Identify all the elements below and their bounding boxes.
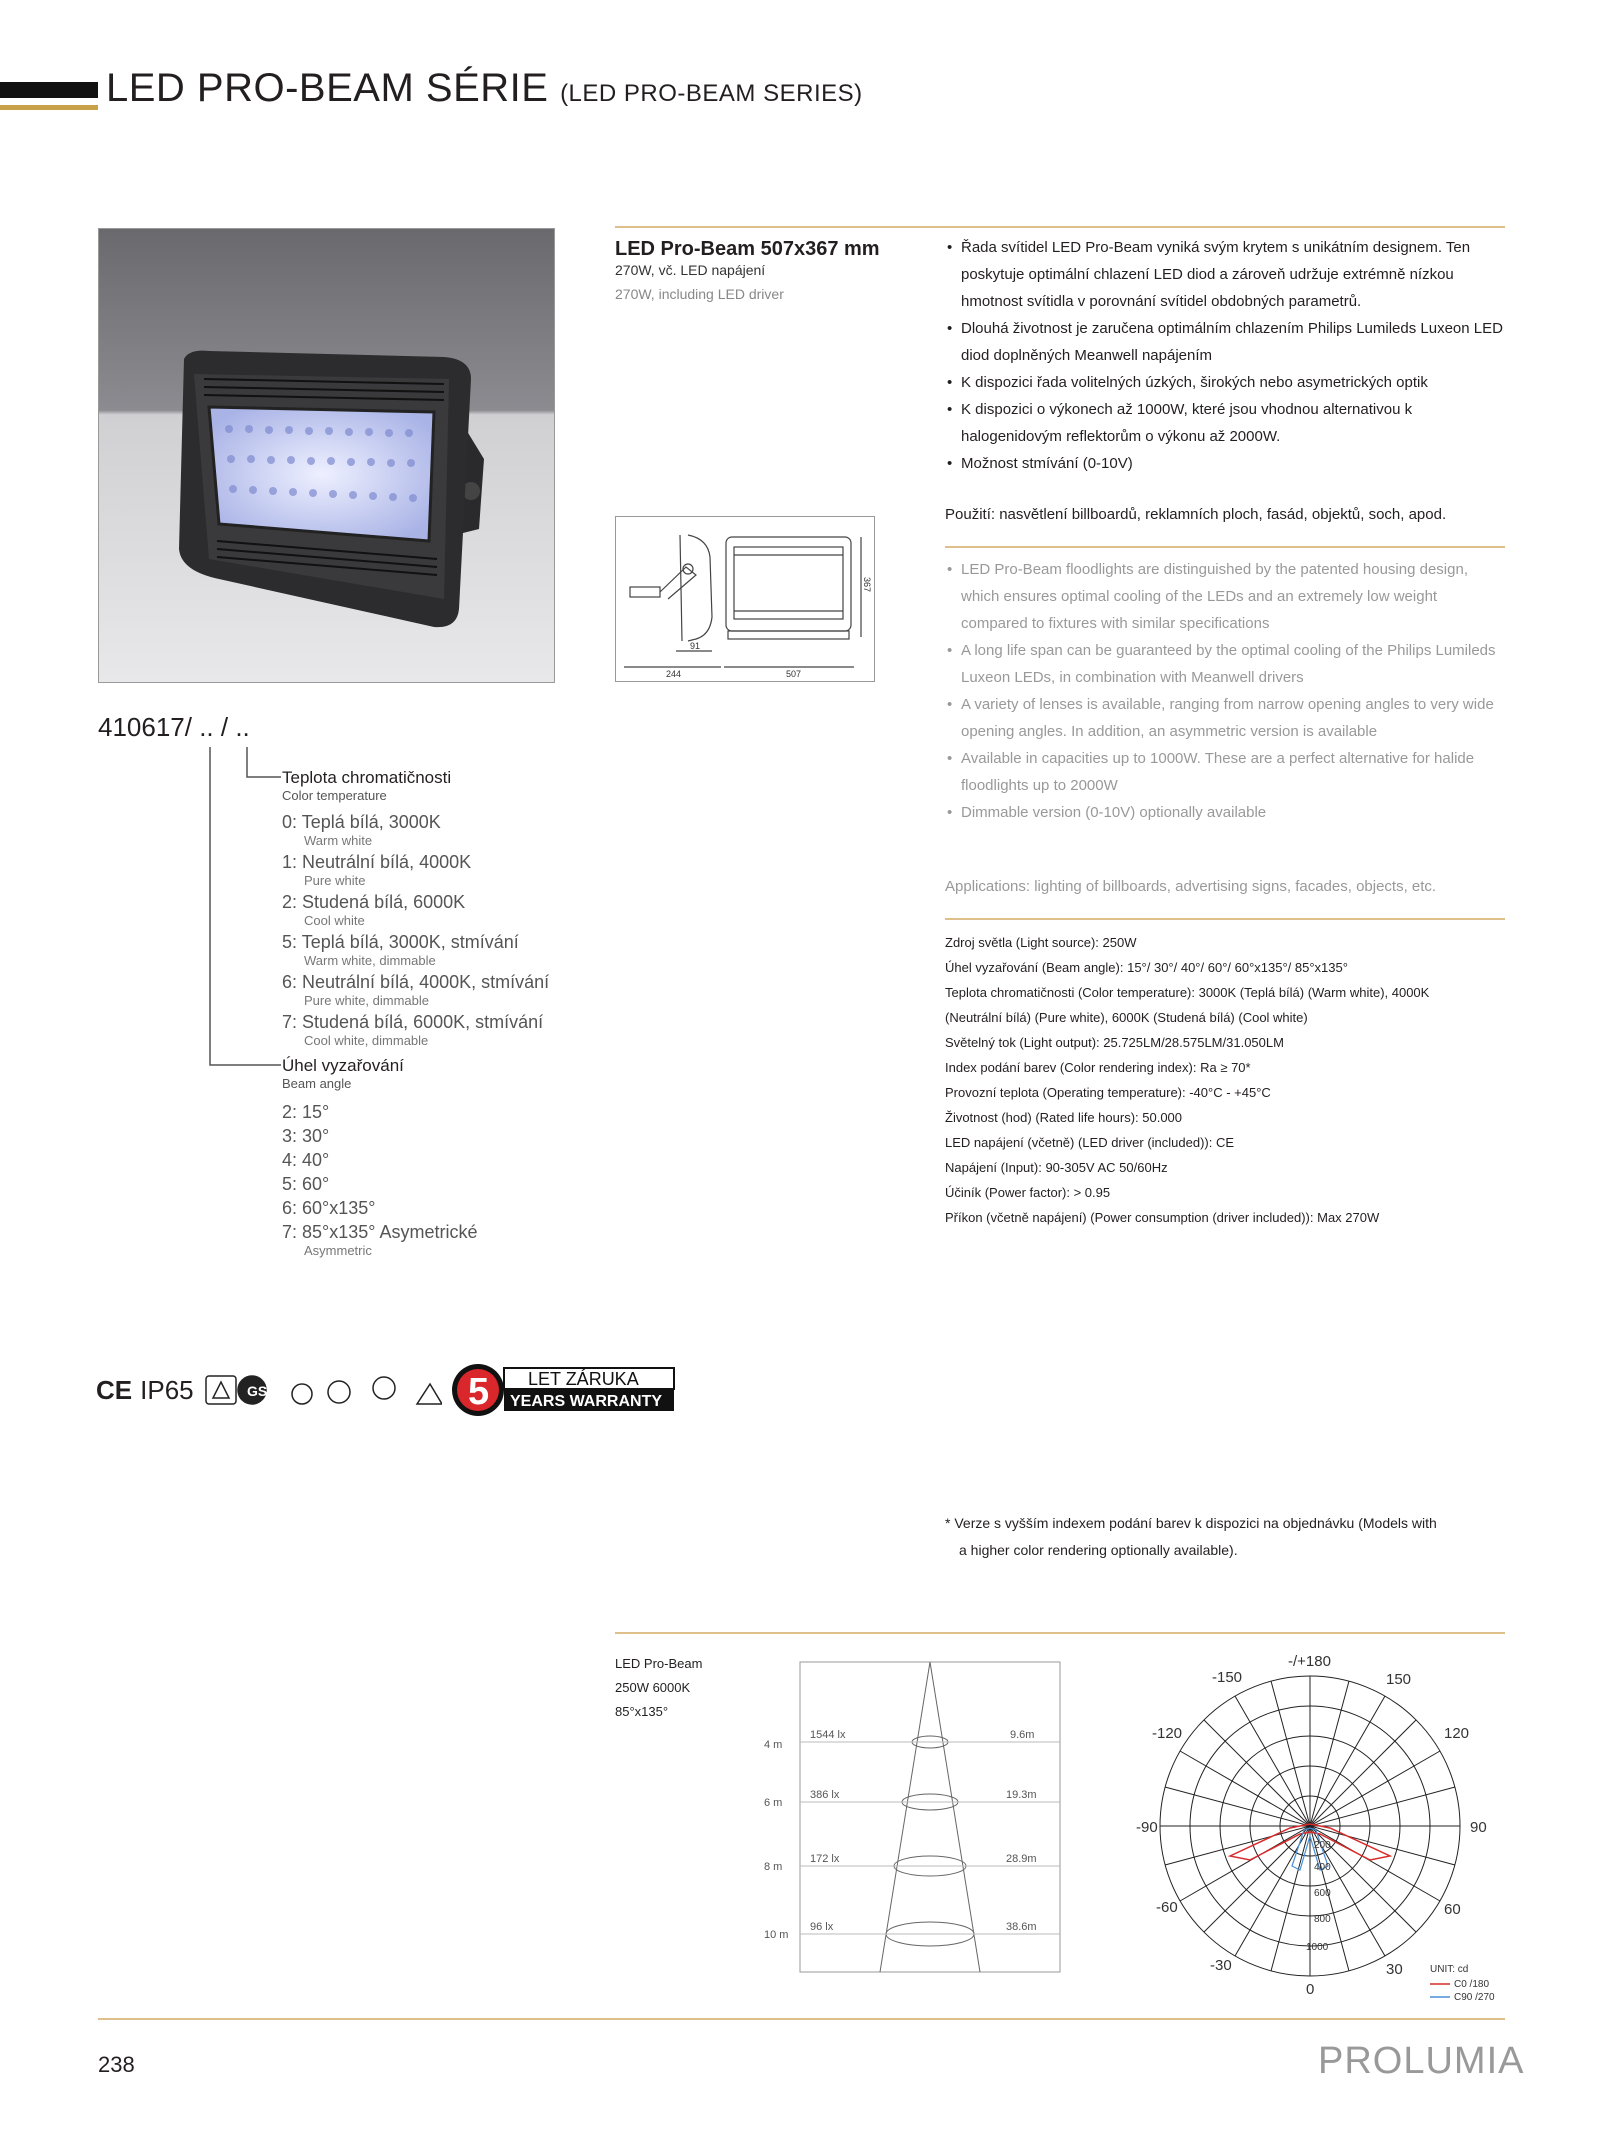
polar-angle-label: 120 (1444, 1725, 1470, 1742)
code-connector-lines (205, 745, 285, 1075)
option-label: 6: Neutrální bílá, 4000K, stmívání (282, 972, 550, 992)
spec-row: Účiník (Power factor): > 0.95 (945, 1185, 1111, 1200)
illuminance-cone-diagram (760, 1660, 1070, 1980)
pse-icon (328, 1381, 350, 1403)
list-item: 3: 30° (282, 1126, 330, 1146)
cone-distance: 6 m (764, 1797, 783, 1809)
warranty-years: 5 (467, 1371, 489, 1413)
spec-row: Úhel vyzařování (Beam angle): 15°/ 30°/ 40°/ 60°/ 60°x135°/ 85°x135° (945, 960, 1348, 975)
desc-cz-item: • Dlouhá životnost je zaručena optimálním chlazením Philips Lumileds Luxeon LED diod doplněných Meanwell napájením (945, 315, 1505, 369)
option-label: 7: Studená bílá, 6000K, stmívání (282, 1012, 544, 1032)
option-label: 1: Neutrální bílá, 4000K (282, 852, 472, 872)
divider-cz-en (945, 546, 1505, 548)
beam-angle-list (282, 1100, 478, 1258)
desc-en-item: • A long life span can be guaranteed by the optimal cooling of the Philips Lumileds Luxeon LEDs, in combination with Meanwell drivers (945, 637, 1505, 691)
polar-angle-label: -30 (1210, 1957, 1232, 1974)
usage-en: Applications: lighting of billboards, advertising signs, facades, objects, etc. (945, 878, 1437, 895)
polar-ring-label: 400 (1314, 1862, 1331, 1873)
spec-row: Životnost (hod) (Rated life hours): 50.000 (945, 1110, 1183, 1125)
color-temp-subtitle: Color temperature (282, 788, 387, 803)
list-item (282, 932, 549, 972)
polar-angle-label: 0 (1306, 1981, 1315, 1998)
option-label-en: Cool white, dimmable (304, 1033, 429, 1048)
description-cz (945, 234, 1505, 477)
header-bar-gold (0, 105, 98, 110)
ce-mark-icon: CE (96, 1374, 133, 1405)
lamp-class-icon (417, 1384, 442, 1404)
photometry-label: 250W 6000K (615, 1680, 691, 1695)
polar-ring-label: 200 (1314, 1840, 1331, 1851)
polar-angle-label: 150 (1386, 1671, 1412, 1688)
title-main: LED PRO-BEAM SÉRIE (106, 66, 549, 110)
color-temp-title: Teplota chromatičnosti (282, 768, 452, 787)
list-item (282, 892, 549, 932)
legend-c0: C0 /180 (1454, 1979, 1490, 1990)
legend-c90: C90 /270 (1454, 1992, 1495, 2003)
list-item: 5: 60° (282, 1174, 330, 1194)
cone-distance: 4 m (764, 1739, 783, 1751)
warranty-cz: LET ZÁRUKA (527, 1369, 639, 1389)
cone-lux: 1544 lx (810, 1729, 846, 1741)
polar-ring-label: 600 (1314, 1888, 1331, 1899)
beam-angle-title: Úhel vyzařování (282, 1056, 404, 1075)
list-item: 7: 85°x135° Asymetrické (282, 1222, 478, 1242)
desc-cz-item: • Řada svítidel LED Pro-Beam vyniká svým krytem s unikátním designem. Ten poskytuje optimální chlazení LED diod a zároveň udržuje extrémně nízkou hmotnost svítidla v porovnání svítidel obdobných parametrů. (945, 234, 1505, 315)
cone-distance: 8 m (764, 1861, 783, 1873)
desc-cz-item: • K dispozici řada volitelných úzkých, širokých nebo asymetrických optik (945, 369, 1505, 396)
vde-icon (206, 1376, 236, 1404)
color-temp-list (282, 812, 549, 1052)
list-item (282, 852, 549, 892)
polar-angle-label: -120 (1152, 1725, 1183, 1742)
photometry-rule (615, 1632, 1505, 1634)
polar-angle-label: -150 (1212, 1669, 1243, 1686)
polar-angle-label: -/+180 (1288, 1653, 1331, 1670)
option-label-en: Cool white (304, 913, 365, 928)
polar-angle-label: -90 (1136, 1819, 1158, 1836)
product-photo (98, 228, 555, 683)
spec-row: Světelný tok (Light output): 25.725LM/28.575LM/31.050LM (945, 1035, 1284, 1050)
desc-en-item: • LED Pro-Beam floodlights are distinguished by the patented housing design, which ensures optimal cooling of the LEDs and an extremely low weight compared to fixtures with similar specifications (945, 556, 1505, 637)
spec-row: Zdroj světla (Light source): 250W (945, 935, 1137, 950)
spec-row: Index podání barev (Color rendering index): Ra ≥ 70* (945, 1060, 1251, 1075)
warranty-en: YEARS WARRANTY (509, 1393, 662, 1410)
certifications-row (96, 1362, 680, 1418)
polar-angle-label: 90 (1470, 1819, 1487, 1836)
option-label-en: Warm white (304, 833, 373, 848)
spec-row: (Neutrální bílá) (Pure white), 6000K (Studená bílá) (Cool white) (945, 1010, 1308, 1025)
header-bar-black (0, 82, 98, 98)
list-item (282, 1012, 549, 1052)
list-item: 6: 60°x135° (282, 1198, 376, 1218)
warranty-badge (450, 1362, 680, 1418)
product-subtitle-cz: 270W, vč. LED napájení (615, 262, 766, 278)
option-label: 2: Studená bílá, 6000K (282, 892, 466, 912)
page-title (106, 66, 863, 111)
cone-lux: 96 lx (810, 1921, 834, 1933)
option-label-en: Pure white, dimmable (304, 993, 429, 1008)
cone-distance: 10 m (764, 1929, 789, 1941)
order-code: 410617/ .. / .. (98, 712, 250, 742)
description-en (945, 556, 1505, 826)
technical-drawing (615, 516, 875, 682)
polar-angle-label: 60 (1444, 1901, 1461, 1918)
dim-depth: 244 (666, 669, 682, 679)
brand-logo: PROLUMIA (1318, 2040, 1525, 2082)
cone-diameter: 28.9m (1006, 1853, 1037, 1865)
cone-lux: 386 lx (810, 1789, 840, 1801)
polar-ring-label: 800 (1314, 1914, 1331, 1925)
list-item: 4: 40° (282, 1150, 330, 1170)
desc-cz-item: • Možnost stmívání (0-10V) (945, 450, 1505, 477)
polar-luminous-diagram (1130, 1650, 1510, 2010)
desc-en-item: • Dimmable version (0-10V) optionally available (945, 799, 1505, 826)
product-name: LED Pro-Beam 507x367 mm (615, 238, 880, 260)
list-item: 2: 15° (282, 1102, 330, 1122)
cone-diameter: 19.3m (1006, 1789, 1037, 1801)
cone-diameter: 38.6m (1006, 1921, 1037, 1933)
polar-ring-label: 1000 (1306, 1942, 1329, 1953)
footnote-line: a higher color rendering optionally available). (959, 1542, 1238, 1558)
spec-row: Napájení (Input): 90-305V AC 50/60Hz (945, 1160, 1168, 1175)
usage-cz: Použití: nasvětlení billboardů, reklamních ploch, fasád, objektů, soch, apod. (945, 506, 1447, 523)
photometry-label: 85°x135° (615, 1704, 669, 1719)
certification-icons (202, 1370, 442, 1410)
title-sub: (LED PRO-BEAM SERIES) (560, 80, 863, 107)
list-item (282, 972, 549, 1012)
desc-en-item: • Available in capacities up to 1000W. These are a perfect alternative for halide floodlights up to 2000W (945, 745, 1505, 799)
footer-rule (98, 2018, 1505, 2020)
option-label-en: Pure white (304, 873, 366, 888)
divider-specs (945, 918, 1505, 920)
cone-lux: 172 lx (810, 1853, 840, 1865)
polar-angle-label: 30 (1386, 1961, 1403, 1978)
polar-unit: UNIT: cd (1430, 1964, 1469, 1975)
option-label-en: Asymmetric (304, 1243, 372, 1258)
option-label-en: Warm white, dimmable (304, 953, 436, 968)
desc-en-item: • A variety of lenses is available, ranging from narrow opening angles to very wide opening angles. In addition, an asymmetric version is available (945, 691, 1505, 745)
color-temp-group (282, 768, 451, 803)
photometry-label: LED Pro-Beam (615, 1656, 703, 1671)
spec-row: Teplota chromatičnosti (Color temperature): 3000K (Teplá bílá) (Warm white), 4000K (945, 985, 1430, 1000)
floodlight-image (99, 229, 554, 682)
footnote-line: * Verze s vyšším indexem podání barev k dispozici na objednávku (Models with (945, 1515, 1437, 1531)
specifications (945, 930, 1505, 1230)
etl-icon (373, 1377, 395, 1399)
cone-diameter: 9.6m (1010, 1729, 1035, 1741)
spec-row: Provozní teplota (Operating temperature): -40°C - +45°C (945, 1085, 1271, 1100)
ip-rating: IP65 (140, 1374, 194, 1405)
dim-width: 507 (786, 669, 802, 679)
spec-row: LED napájení (včetně) (LED driver (included)): CE (945, 1135, 1235, 1150)
svg-text:GS: GS (246, 1383, 267, 1399)
spec-row: Příkon (včetně napájení) (Power consumption (driver included)): Max 270W (945, 1210, 1380, 1225)
polar-angle-label: -60 (1156, 1899, 1178, 1916)
dim-height: 367 (862, 577, 872, 593)
product-subtitle-en: 270W, including LED driver (615, 286, 784, 302)
option-label: 0: Teplá bílá, 3000K (282, 812, 441, 832)
desc-cz-item: • K dispozici o výkonech až 1000W, které jsou vhodnou alternativou k halogenidovým reflektorům o výkonu až 2000W. (945, 396, 1505, 450)
page-number: 238 (98, 2052, 135, 2077)
dim-bracket: 91 (690, 641, 701, 651)
triangle-icon (213, 1382, 229, 1398)
beam-angle-subtitle: Beam angle (282, 1076, 352, 1091)
tuv-icon (292, 1384, 312, 1404)
beam-angle-group (282, 1056, 404, 1091)
option-label: 5: Teplá bílá, 3000K, stmívání (282, 932, 519, 952)
list-item (282, 812, 549, 852)
footnote (945, 1510, 1437, 1564)
top-rule (615, 226, 1505, 228)
